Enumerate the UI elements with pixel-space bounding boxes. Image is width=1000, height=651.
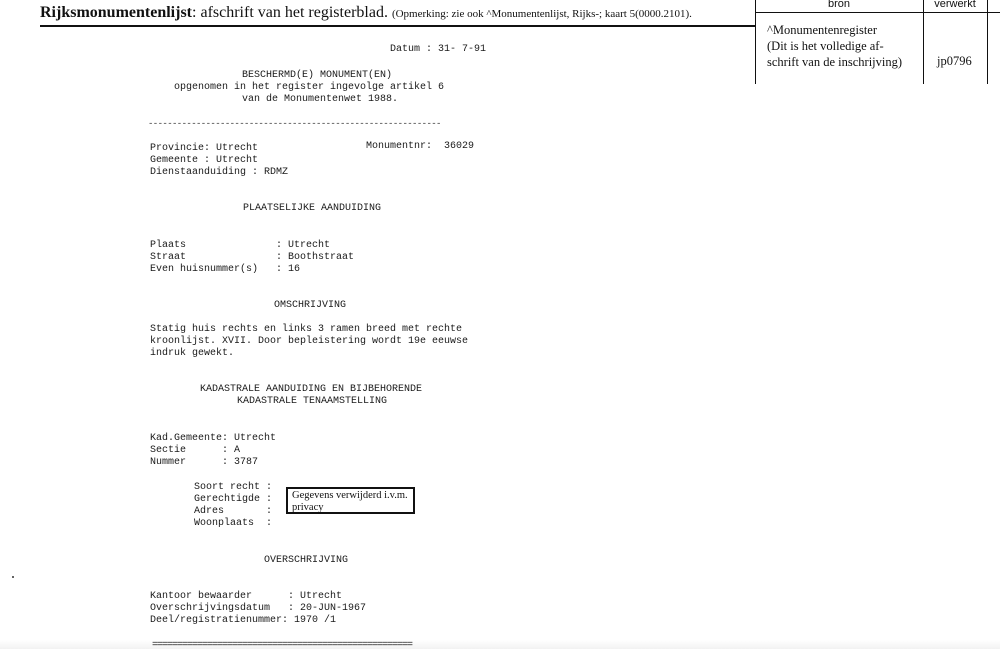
header-title-rest: : afschrift van het registerblad. <box>192 4 388 21</box>
section-kadastrale-line2: KADASTRALE TENAAMSTELLING <box>237 396 388 407</box>
header-title-bold: Rijksmonumentenlijst <box>40 4 193 21</box>
sectie-line: Sectie : A <box>150 445 241 456</box>
double-rule: ==================================================== <box>152 640 413 651</box>
doc-heading-line3: van de Monumentenwet 1988. <box>242 94 399 105</box>
source-table <box>755 0 1000 84</box>
datum-label: Datum : <box>390 44 433 55</box>
deel-registratienummer-line: Deel/registratienummer: 1970 /1 <box>150 615 337 626</box>
source-text <box>767 22 927 70</box>
section-overschrijving: OVERSCHRIJVING <box>264 555 349 566</box>
woonplaats-line: Woonplaats : <box>194 518 273 529</box>
header-rule <box>40 25 756 27</box>
monumentnr-label: Monumentnr: <box>366 141 433 152</box>
header-title <box>40 4 692 22</box>
straat-line: Straat : Boothstraat <box>150 252 355 263</box>
adres-line: Adres : <box>194 506 273 517</box>
verwerkt-code: jp0796 <box>937 54 972 68</box>
nummer-line: Nummer : 3787 <box>150 457 259 468</box>
provincie-line: Provincie: Utrecht <box>150 143 259 154</box>
section-plaatselijke-aanduiding: PLAATSELIJKE AANDUIDING <box>243 203 382 214</box>
privacy-text: Gegevens verwijderd i.v.m. privacy <box>292 490 408 513</box>
doc-heading-line1: BESCHERMD(E) MONUMENT(EN) <box>242 70 393 81</box>
overschrijvingsdatum-line: Overschrijvingsdatum : 20-JUN-1967 <box>150 603 367 614</box>
section-omschrijving: OMSCHRIJVING <box>274 300 347 311</box>
header-note: (Opmerking: zie ook ^Monumentenlijst, Rijks-; kaart 5(0000.2101). <box>391 8 692 20</box>
source-line: ^Monumentenregister <box>767 23 878 37</box>
scan-speck <box>12 576 14 578</box>
plaats-line: Plaats : Utrecht <box>150 240 331 251</box>
omschrijving-line: kroonlijst. XVII. Door bepleistering wordt 19e eeuwse <box>150 336 469 347</box>
monumentnr-value: 36029 <box>444 141 475 152</box>
datum-value: 31- 7-91 <box>438 44 487 55</box>
kantoor-bewaarder-line: Kantoor bewaarder : Utrecht <box>150 591 343 602</box>
dienstaanduiding-line: Dienstaanduiding : RDMZ <box>150 167 289 178</box>
source-line: (Dit is het volledige af- <box>767 39 884 53</box>
section-kadastrale-line1: KADASTRALE AANDUIDING EN BIJBEHORENDE <box>200 384 423 395</box>
column-header-verwerkt: verwerkt <box>934 0 976 10</box>
omschrijving-line: indruk gewekt. <box>150 348 235 359</box>
table-header-rule <box>755 12 1000 13</box>
gemeente-line: Gemeente : Utrecht <box>150 155 259 166</box>
dash-rule: ------------------------------------------------------------- <box>148 119 441 129</box>
datum-line <box>390 44 486 56</box>
column-header-bron: bron <box>827 0 851 10</box>
huisnummer-line: Even huisnummer(s) : 16 <box>150 264 301 275</box>
soort-recht-line: Soort recht : <box>194 482 273 493</box>
doc-heading-line2: opgenomen in het register ingevolge artikel 6 <box>174 82 445 93</box>
gerechtigde-line: Gerechtigde : <box>194 494 273 505</box>
monumentnr-line <box>366 141 474 153</box>
source-line: schrift van de inschrijving) <box>767 55 903 69</box>
scan-edge <box>0 640 1000 649</box>
kad-gemeente-line: Kad.Gemeente: Utrecht <box>150 433 277 444</box>
privacy-redaction-box <box>286 487 415 514</box>
omschrijving-line: Statig huis rechts en links 3 ramen breed met rechte <box>150 324 463 335</box>
